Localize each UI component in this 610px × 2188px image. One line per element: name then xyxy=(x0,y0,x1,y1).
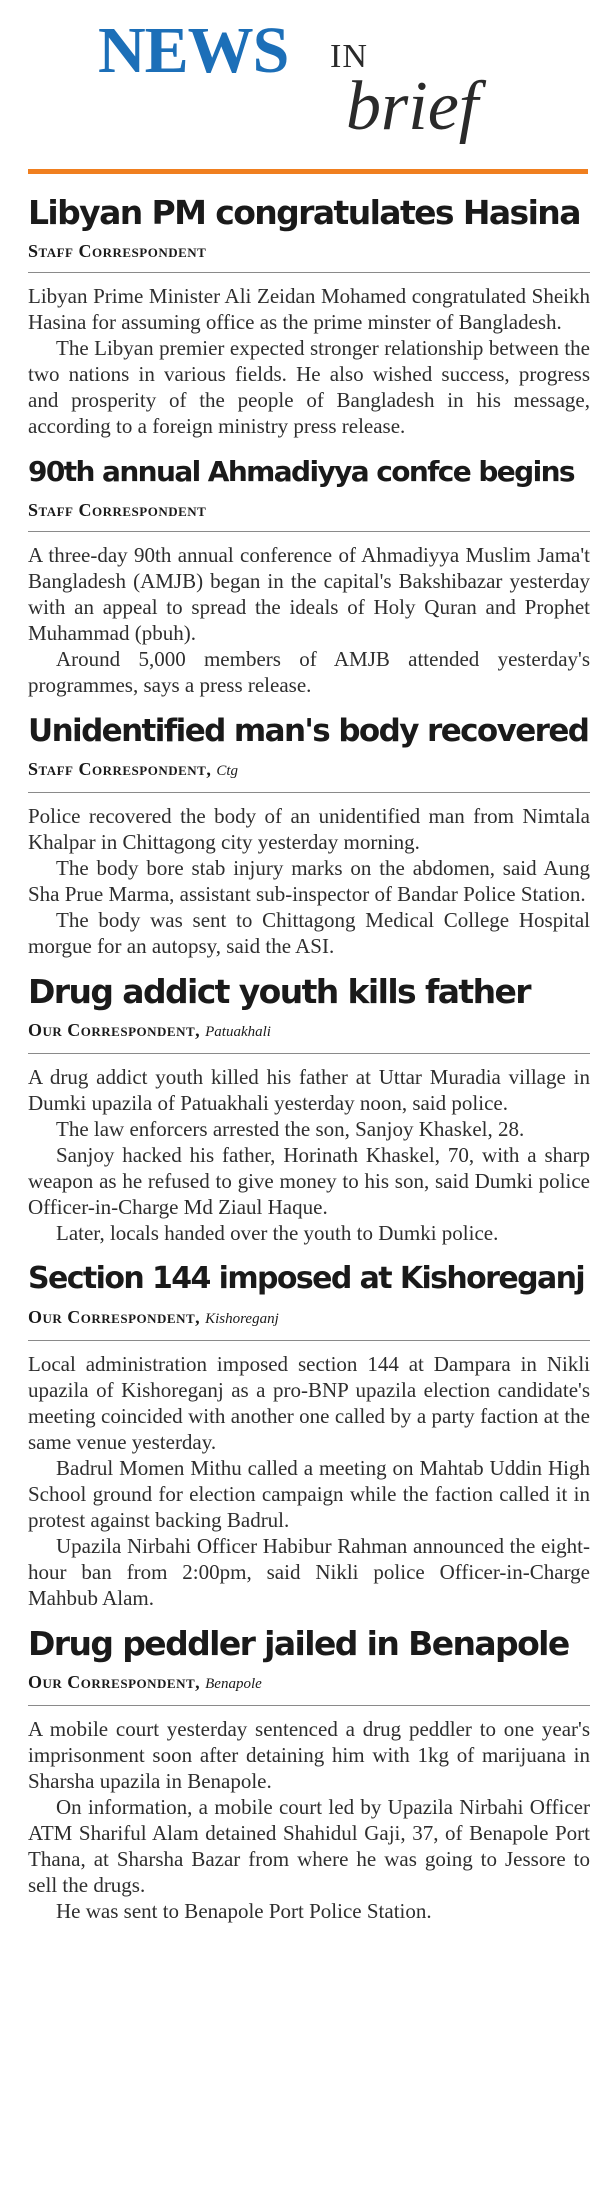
byline-rule xyxy=(28,531,590,532)
byline-rule xyxy=(28,1053,590,1054)
masthead-in-word: IN xyxy=(330,38,368,75)
byline-location: Ctg xyxy=(216,763,239,779)
article-paragraph: On information, a mobile court led by Upazila Nirbahi Officer ATM Shariful Alam detained Shahidul Gaji, 37, of Benapole Port Thana, at Sharsha Bazar from where he was going to Jessore to sell the drugs. xyxy=(28,1795,590,1897)
article-paragraph: A three-day 90th annual conference of Ahmadiyya Muslim Jama't Bangladesh (AMJB) began in the capital's Bakshibazar yesterday with an appeal to spread the ideals of Holy Quran and Prophet Muhammad (pbuh). xyxy=(28,543,590,645)
masthead-brief-word: brief xyxy=(346,68,479,145)
article-byline xyxy=(28,1304,590,1332)
byline-rule xyxy=(28,1340,590,1341)
masthead-news-word: NEWS xyxy=(98,14,289,87)
news-article xyxy=(28,449,590,698)
news-article xyxy=(28,1256,590,1611)
masthead-rule xyxy=(28,169,588,174)
news-article xyxy=(28,708,590,959)
article-paragraph: Later, locals handed over the youth to Dumki police. xyxy=(56,1221,499,1245)
news-article xyxy=(28,190,590,439)
article-paragraph: A mobile court yesterday sentenced a drug peddler to one year's imprisonment soon after detaining him with 1kg of marijuana in Sharsha upazila in Benapole. xyxy=(28,1717,590,1793)
news-article xyxy=(28,969,590,1246)
article-paragraph: Around 5,000 members of AMJB attended yesterday's programmes, says a press release. xyxy=(28,647,590,697)
byline-credit: Staff Correspondent xyxy=(28,241,207,261)
byline-location: Kishoreganj xyxy=(205,1311,279,1327)
byline-rule xyxy=(28,792,590,793)
byline-credit: Staff Correspondent xyxy=(28,500,207,520)
article-paragraph: He was sent to Benapole Port Police Station. xyxy=(56,1899,432,1923)
byline-rule xyxy=(28,272,590,273)
article-headline: Section 144 imposed at Kishoreganj xyxy=(28,1261,585,1296)
article-headline: 90th annual Ahmadiyya confce begins xyxy=(28,455,574,488)
article-paragraph: Police recovered the body of an unidentified man from Nimtala Khalpar in Chittagong city yesterday morning. xyxy=(28,804,590,854)
byline-credit: Our Correspondent, xyxy=(28,1672,201,1692)
byline-credit: Staff Correspondent, xyxy=(28,759,212,779)
article-byline xyxy=(28,756,590,784)
article-byline xyxy=(28,1017,590,1045)
byline-credit: Our Correspondent, xyxy=(28,1307,201,1327)
byline-location: Patuakhali xyxy=(205,1024,271,1040)
article-headline: Drug peddler jailed in Benapole xyxy=(28,1624,569,1663)
article-paragraph: The law enforcers arrested the son, Sanjoy Khaskel, 28. xyxy=(56,1117,525,1141)
byline-rule xyxy=(28,1705,590,1706)
masthead xyxy=(0,0,610,150)
article-paragraph: Sanjoy hacked his father, Horinath Khaskel, 70, with a sharp weapon as he refused to give money to his son, said Dumki police Officer-in-Charge Md Ziaul Haque. xyxy=(28,1143,590,1219)
news-article xyxy=(28,1621,590,1924)
article-paragraph: The body was sent to Chittagong Medical College Hospital morgue for an autopsy, said the ASI. xyxy=(28,908,590,958)
article-paragraph: Local administration imposed section 144 at Dampara in Nikli upazila of Kishoreganj as a pro-BNP upazila election candidate's meeting coincided with another one called by a party faction at the same venue yesterday. xyxy=(28,1352,590,1454)
articles-column xyxy=(28,190,590,1934)
byline-location: Benapole xyxy=(205,1676,262,1692)
article-paragraph: The Libyan premier expected stronger relationship between the two nations in various fields. He also wished success, progress and prosperity of the people of Bangladesh in his message, according to a foreign ministry press release. xyxy=(28,336,590,438)
article-paragraph: The body bore stab injury marks on the abdomen, said Aung Sha Prue Marma, assistant sub-inspector of Bandar Police Station. xyxy=(28,856,590,906)
byline-credit: Our Correspondent, xyxy=(28,1020,201,1040)
article-paragraph: A drug addict youth killed his father at Uttar Muradia village in Dumki upazila of Patuakhali yesterday noon, said police. xyxy=(28,1065,590,1115)
article-headline: Unidentified man's body recovered xyxy=(28,713,589,749)
article-paragraph: Badrul Momen Mithu called a meeting on Mahtab Uddin High School ground for election campaign while the faction called it in protest against backing Badrul. xyxy=(28,1456,590,1532)
article-byline xyxy=(28,497,590,523)
article-byline xyxy=(28,238,590,264)
article-paragraph: Libyan Prime Minister Ali Zeidan Mohamed congratulated Sheikh Hasina for assuming office as the prime minster of Bangladesh. xyxy=(28,284,590,334)
article-headline: Drug addict youth kills father xyxy=(28,972,530,1011)
article-paragraph: Upazila Nirbahi Officer Habibur Rahman announced the eight-hour ban from 2:00pm, said Nikli police Officer-in-Charge Mahbub Alam. xyxy=(28,1534,590,1610)
article-headline: Libyan PM congratulates Hasina xyxy=(28,193,580,232)
article-byline xyxy=(28,1669,590,1697)
